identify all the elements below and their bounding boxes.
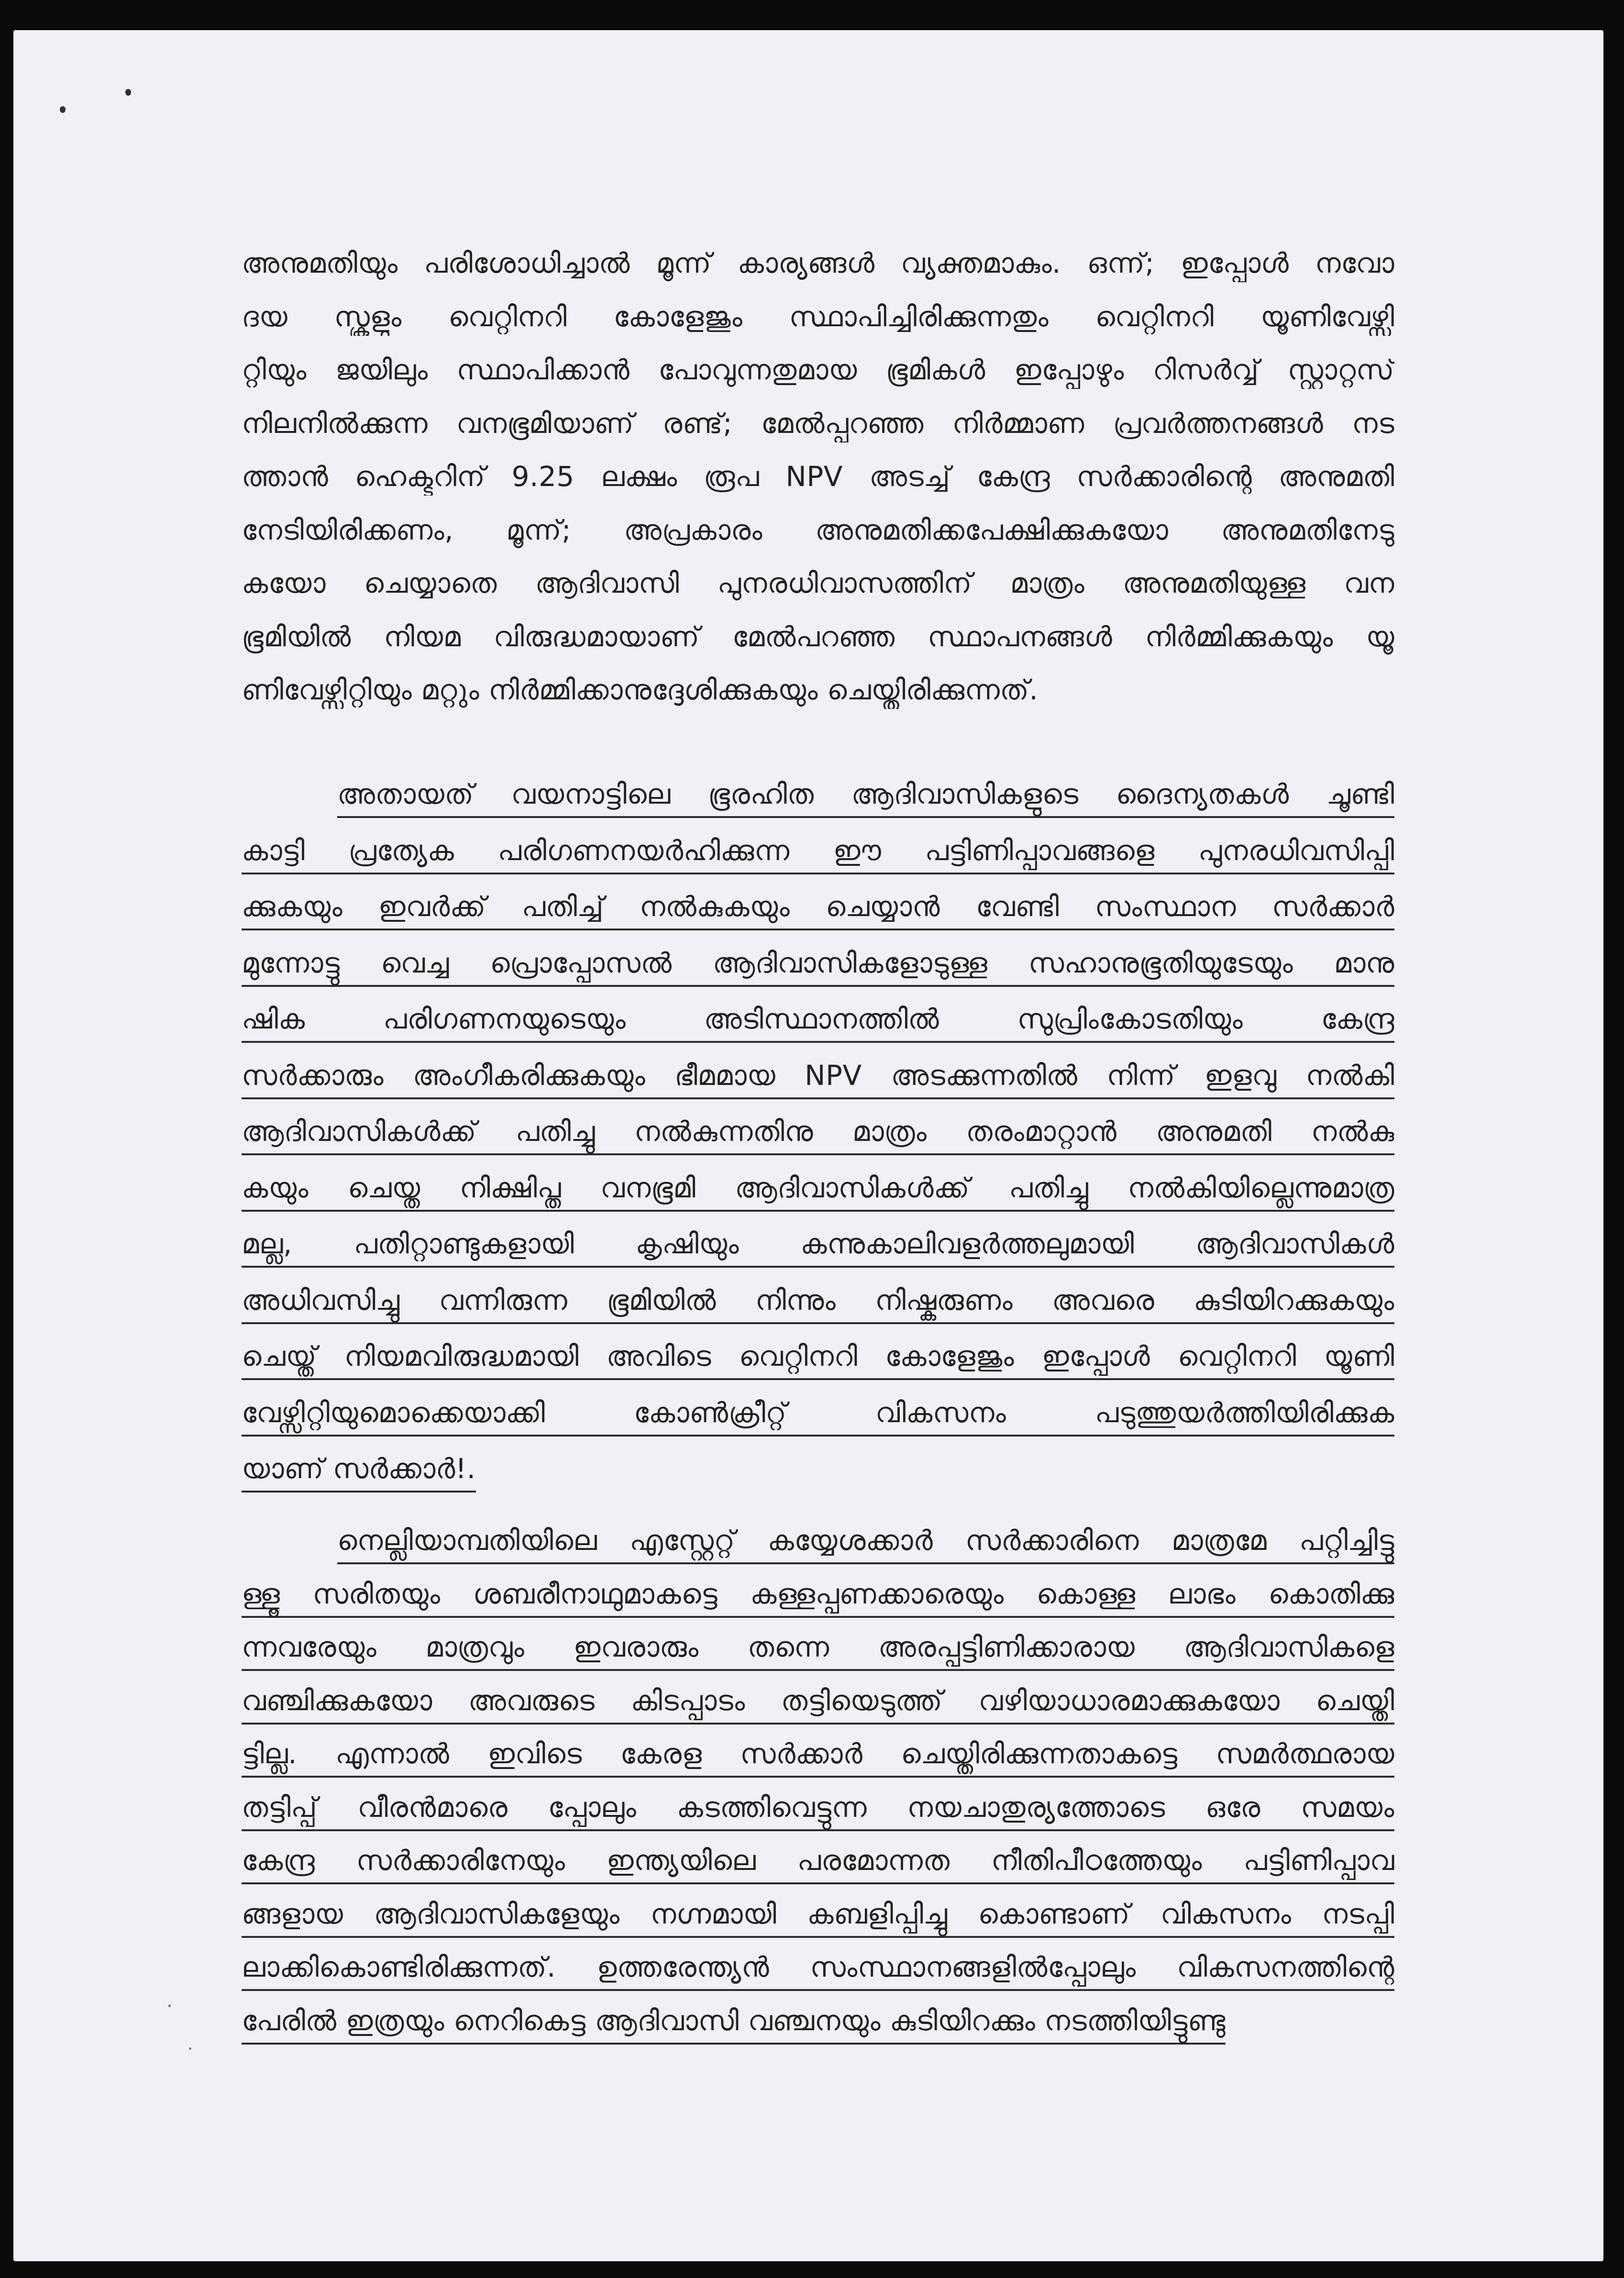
- text-line: [242, 1281, 1394, 1327]
- text-line-content: ലാക്കികൊണ്ടിരിക്കുന്നത്. ഉത്തരേന്ത്യൻ സംസ്ഥാനങ്ങളിൽപ്പോലും വികസനത്തിന്റെ: [242, 1948, 1394, 1991]
- ink-speck: [125, 89, 131, 96]
- text-line: [242, 351, 1394, 389]
- text-line-content: ണിവേഴ്സിറ്റിയും മറ്റും നിർമ്മിക്കാനുദ്ദേശിക്കുകയും ചെയ്തിരിക്കുന്നത്.: [242, 674, 1038, 706]
- text-line: [242, 1735, 1394, 1780]
- text-line-content: ആദിവാസികൾക്ക് പതിച്ചു നൽകുന്നതിനു മാത്രം തരംമാറ്റാൻ അനുമതി നൽകു: [242, 1112, 1394, 1155]
- text-line: [242, 1056, 1394, 1102]
- text-line-content: കയോ ചെയ്യാതെ ആദിവാസി പുനരധിവാസത്തിന് മാത്രം അനുമതിയുള്ള വന: [242, 567, 1394, 599]
- text-line: [242, 1575, 1394, 1621]
- text-line-content: അനുമതിയും പരിശോധിച്ചാൽ മൂന്ന് കാര്യങ്ങൾ വ്യക്തമാകും. ഒന്ന്; ഇപ്പോൾ നവോ: [242, 247, 1394, 279]
- text-line: [242, 944, 1394, 990]
- text-line-content: കയും ചെയ്ത നിക്ഷിപ്ത വനഭൂമി ആദിവാസികൾക്ക് പതിച്ചു നൽകിയില്ലെന്നുമാത്ര: [242, 1169, 1394, 1212]
- text-line-content: ക്കുകയും ഇവർക്ക് പതിച്ച് നൽകുകയും ചെയ്യാൻ വേണ്ടി സംസ്ഥാന സർക്കാർ: [242, 887, 1394, 930]
- ink-speck: [189, 2047, 191, 2050]
- text-line: [242, 1393, 1394, 1439]
- text-line: [242, 404, 1394, 442]
- text-line: [242, 1841, 1394, 1887]
- ink-speck: [168, 2004, 171, 2007]
- text-line-content: ഷിക പരിഗണനയുടെയും അടിസ്ഥാനത്തിൽ സുപ്രിംകോടതിയും കേന്ദ്ര: [242, 1000, 1394, 1043]
- text-line-content: പേരിൽ ഇത്രയും നെറികെട്ട ആദിവാസി വഞ്ചനയും കുടിയിറക്കും നടത്തിയിട്ടുണ്ടു: [242, 2002, 1226, 2045]
- text-line-content: കേന്ദ്ര സർക്കാരിനേയും ഇന്ത്യയിലെ പരമോന്നത നീതിപീഠത്തേയും പട്ടിണിപ്പാവ: [242, 1841, 1394, 1884]
- text-line: [242, 564, 1394, 602]
- text-line-content: സർക്കാരും അംഗീകരിക്കുകയും ഭീമമായ NPV അടക്കുന്നതിൽ നിന്ന് ഇളവു നൽകി: [242, 1056, 1394, 1099]
- text-line: [242, 831, 1394, 877]
- text-line: [242, 887, 1394, 933]
- text-line-content: തട്ടിപ്പ് വീരൻമാരെ പ്പോലും കടത്തിവെട്ടുന്ന നയചാതുര്യത്തോടെ ഒരേ സമയം: [242, 1788, 1394, 1831]
- text-line: [242, 1337, 1394, 1383]
- text-line-content: ള്ളൂ സരിതയും ശബരീനാഥുമാകട്ടെ കള്ളപ്പണക്കാരെയും കൊള്ള ലാഭം കൊതിക്കു: [242, 1575, 1394, 1618]
- text-line: [242, 618, 1394, 656]
- text-line-content: ങ്ങളായ ആദിവാസികളേയും നഗ്നമായി കബളിപ്പിച്ചു കൊണ്ടാണ് വികസനം നടപ്പി: [242, 1895, 1394, 1938]
- text-line-content: നേടിയിരിക്കണം, മൂന്ന്; അപ്രകാരം അനുമതിക്കപേക്ഷിക്കുകയോ അനുമതിനേടു: [242, 513, 1394, 546]
- text-line-content: വഞ്ചിക്കുകയോ അവരുടെ കിടപ്പാടം തട്ടിയെടുത്ത് വഴിയാധാരമാക്കുകയോ ചെയ്തി: [242, 1681, 1394, 1725]
- text-line-content: നെല്ലിയാമ്പതിയിലെ എസ്റ്റേറ്റ് കയ്യേശക്കാർ സർക്കാരിനെ മാത്രമേ പറ്റിച്ചിട്ടു: [337, 1521, 1394, 1564]
- text-line-content: നിലനിൽക്കുന്ന വനഭൂമിയാണ് രണ്ട്; മേൽപ്പറഞ്ഞ നിർമ്മാണ പ്രവർത്തനങ്ങൾ നട: [242, 407, 1394, 440]
- ink-speck: [60, 106, 66, 113]
- text-line: [242, 1000, 1394, 1046]
- text-line-content: വേഴ്സിറ്റിയുമൊക്കെയാക്കി കോൺക്രീറ്റ് വികസനം പടുത്തുയർത്തിയിരിക്കുക: [242, 1393, 1394, 1437]
- text-line-content: റ്റിയും ജയിലും സ്ഥാപിക്കാൻ പോവുന്നതുമായ ഭൂമികൾ ഇപ്പോഴും റിസർവ്വ് സ്റ്റാറ്റസ്: [242, 354, 1394, 386]
- text-line: [242, 1681, 1394, 1727]
- text-line-content: കാട്ടി പ്രത്യേക പരിഗണനയർഹിക്കുന്ന ഈ പട്ടിണിപ്പാവങ്ങളെ പുനരധിവസിപ്പി: [242, 831, 1394, 874]
- text-line: [242, 775, 1394, 821]
- text-line: [242, 1895, 1394, 1941]
- text-line: [242, 1628, 1394, 1674]
- text-line: [242, 1948, 1394, 1994]
- text-line: [242, 2002, 1394, 2047]
- text-line-content: മുന്നോട്ടു വെച്ച പ്രൊപ്പോസൽ ആദിവാസികളോടുള്ള സഹാനുഭൂതിയുടേയും മാനു: [242, 944, 1394, 987]
- text-line: [242, 1169, 1394, 1215]
- text-line-content: ദയ സ്കൂളും വെറ്റിനറി കോളേജും സ്ഥാപിച്ചിരിക്കുന്നതും വെറ്റിനറി യൂണിവേഴ്സി: [242, 300, 1394, 333]
- text-line-content: ഭൂമിയിൽ നിയമ വിരുദ്ധമായാണ് മേൽപറഞ്ഞ സ്ഥാപനങ്ങൾ നിർമ്മിക്കുകയും യൂ: [242, 620, 1394, 653]
- text-line-content: ട്ടില്ല. എന്നാൽ ഇവിടെ കേരള സർക്കാർ ചെയ്തിരിക്കുന്നതാകട്ടെ സമർത്ഥരായ: [242, 1735, 1394, 1778]
- text-line-content: ന്നവരേയും മാത്രവും ഇവരാരും തന്നെ അരപ്പട്ടിണിക്കാരായ ആദിവാസികളെ: [242, 1628, 1394, 1671]
- text-line: [242, 457, 1394, 496]
- text-line: [242, 1788, 1394, 1834]
- text-line-content: അധിവസിച്ചു വന്നിരുന്ന ഭൂമിയിൽ നിന്നും നിഷ്കരുണം അവരെ കുടിയിറക്കുകയും: [242, 1281, 1394, 1324]
- text-line: [242, 1449, 1394, 1495]
- text-line: [242, 511, 1394, 549]
- text-line: [242, 1112, 1394, 1158]
- text-line-content: അതായത് വയനാട്ടിലെ ഭൂരഹിത ആദിവാസികളുടെ ദൈന്യതകൾ ചൂണ്ടി: [337, 775, 1394, 818]
- text-line: [242, 1225, 1394, 1271]
- text-line: [242, 298, 1394, 336]
- text-line-content: യാണ് സർക്കാർ!.: [242, 1449, 476, 1493]
- text-line: [242, 671, 1394, 709]
- text-line-content: ത്താൻ ഹെക്ടറിന് 9.25 ലക്ഷം രൂപ NPV അടച്ച് കേന്ദ്ര സർക്കാരിന്റെ അനുമതി: [242, 460, 1394, 493]
- text-line: [242, 1521, 1394, 1567]
- text-line-content: ചെയ്ത് നിയമവിരുദ്ധമായി അവിടെ വെറ്റിനറി കോളേജും ഇപ്പോൾ വെറ്റിനറി യൂണി: [242, 1337, 1394, 1380]
- text-line-content: മല്ല, പതിറ്റാണ്ടുകളായി കൃഷിയും കന്നുകാലിവളർത്തലുമായി ആദിവാസികൾ: [242, 1225, 1394, 1268]
- text-line: [242, 244, 1394, 282]
